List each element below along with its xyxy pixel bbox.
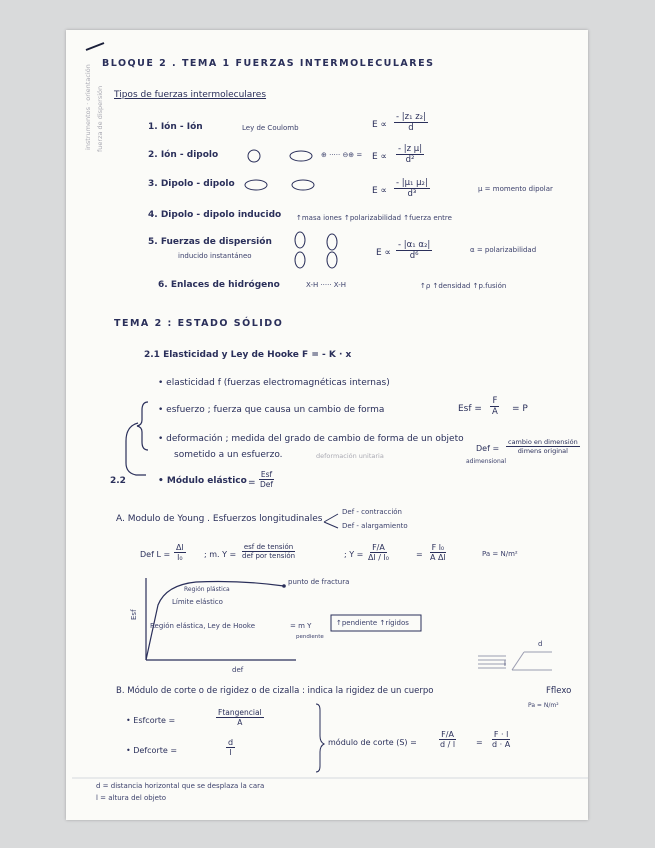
formula-equals: = [476, 738, 483, 747]
graph-ylabel: Esf [130, 609, 138, 620]
formula-prefix: • Defcorte = [126, 746, 178, 755]
section-title: TEMA 2 : ESTADO SÓLIDO [114, 318, 284, 329]
definition-line: • esfuerzo ; fuerza que causa un cambio de forma [158, 405, 385, 415]
force-type-note: Ley de Coulomb [242, 124, 299, 132]
definition-line: Fflexo [546, 686, 572, 696]
branch-label: Def - alargamiento [342, 522, 408, 530]
young-m-fraction [240, 543, 297, 560]
modulo-corte-fraction [438, 730, 457, 749]
frac-num: F/A [372, 543, 385, 552]
formula-prefix: ; m. Y = [204, 550, 237, 559]
definition-line: sometido a un esfuerzo. [174, 450, 283, 460]
side-note: instrumentos · orientación [84, 64, 92, 150]
dipole-ellipse [290, 151, 312, 161]
formula-note: α = polarizabilidad [470, 246, 537, 254]
formula-prefix: E ∝ [372, 186, 387, 196]
formula-prefix: Def = [476, 444, 500, 453]
graph-annotation: Límite elástico [172, 598, 223, 606]
faint-note: deformación unitaria [316, 452, 384, 460]
definition-line: • deformación ; medida del grado de cambio de forma de un objeto [158, 434, 464, 444]
frac-num: F/A [441, 730, 454, 739]
fracture-point [282, 584, 286, 588]
graph-xlabel: def [232, 666, 244, 674]
young-y-fraction [366, 543, 391, 562]
frac-den: d · A [492, 740, 511, 749]
formula-prefix: E ∝ [376, 248, 391, 258]
formula-prefix: Def L = [140, 550, 171, 559]
dipole-ellipse [245, 180, 267, 190]
dipole-ellipse [292, 180, 314, 190]
frac-den: dimens original [517, 447, 568, 455]
frac-num: cambio en dimensión [508, 438, 578, 446]
force-type-sub: inducido instantáneo [178, 252, 252, 260]
molecule-blob [327, 252, 337, 268]
graph-annotation: Región elástica, Ley de Hooke [150, 622, 256, 630]
formula-equals: = [416, 550, 423, 559]
branch-arrow [324, 514, 338, 528]
formula-note: ↑ρ ↑densidad ↑p.fusión [420, 282, 507, 290]
frac-num: - |μ₁ μ₂| [396, 178, 428, 188]
frac-den: d⁶ [409, 251, 419, 261]
frac-den: l₀ [177, 553, 183, 562]
molecule-blob [295, 252, 305, 268]
notebook-page [66, 30, 588, 820]
graph-annotation: punto de fractura [288, 578, 350, 586]
graph-annotation: Región plástica [184, 586, 230, 593]
graph-annotation: = m Y [290, 622, 312, 630]
definition-line: • elasticidad f (fuerzas electromagnéticas internas) [158, 378, 390, 388]
brace [137, 402, 148, 450]
frac-num: F · l [493, 730, 509, 739]
formula-prefix: E ∝ [372, 152, 387, 162]
units-note: Pa = N/m² [528, 702, 559, 709]
force-type-label: 2. Ión - dipolo [148, 150, 219, 160]
formula-prefix: módulo de corte (S) = [328, 738, 417, 747]
energy-fraction [394, 178, 430, 199]
force-type-label: 5. Fuerzas de dispersión [148, 237, 272, 247]
formula-prefix: = [248, 478, 256, 488]
young-def-fraction [174, 543, 186, 562]
frac-num: d [228, 738, 234, 747]
ink-drawings [66, 30, 588, 820]
young-y-fraction-2 [428, 543, 448, 562]
connector-arrow [126, 423, 146, 475]
formula-prefix: ; Y = [344, 550, 364, 559]
stress-strain-curve [146, 582, 284, 661]
esfuerzo-fraction [490, 396, 500, 417]
formula-prefix: Esf = [458, 404, 482, 414]
formula-prefix: E ∝ [372, 120, 387, 130]
def-fraction [506, 438, 580, 455]
definition-line: • Módulo elástico [158, 476, 247, 486]
esf-corte-fraction [216, 708, 264, 727]
subsection-number: 2.2 [110, 476, 126, 486]
frac-num: Esf [260, 470, 273, 479]
frac-den: d [408, 123, 414, 133]
formula-prefix: • Esfcorte = [126, 716, 176, 725]
frac-den: d / l [440, 740, 456, 749]
ion-circle [248, 150, 260, 162]
force-type-note: ⊕ ····· ⊖⊕ = [321, 151, 363, 159]
frac-num: Ftangencial [218, 708, 262, 717]
frac-den: d³ [407, 189, 417, 199]
graph-annotation: ↑pendiente ↑rígidos [336, 619, 409, 627]
formula-note: μ = momento dipolar [478, 185, 553, 193]
force-type-note: ↑masa iones ↑polarizabilidad ↑fuerza entre [296, 214, 452, 222]
footnote: l = altura del objeto [96, 794, 166, 802]
frac-num: Δl [176, 543, 184, 552]
frac-den: d² [405, 155, 415, 165]
energy-fraction [394, 112, 428, 133]
frac-num: - |α₁ α₂| [398, 240, 431, 250]
subsection-title: 2.1 Elasticidad y Ley de Hooke F = - K · x [144, 350, 352, 360]
graph-annotation: pendiente [296, 634, 324, 640]
molecule-blob [327, 234, 337, 250]
frac-den: A Δl [430, 553, 446, 562]
molecule-blob [295, 232, 305, 248]
page-title: BLOQUE 2 . TEMA 1 FUERZAS INTERMOLECULARES [102, 58, 435, 69]
side-note: fuerza de dispersión [96, 85, 104, 152]
energy-fraction [396, 240, 432, 261]
frac-den: Def [260, 480, 274, 489]
footnote: d = distancia horizontal que se desplaza la cara [96, 782, 265, 790]
shear-figure [478, 652, 552, 670]
frac-den: def por tensión [242, 552, 296, 560]
frac-den: A [237, 718, 243, 727]
pen-stroke [86, 43, 104, 50]
formula-suffix: = P [512, 404, 528, 414]
force-type-note: X-H ····· X-H [306, 281, 347, 289]
definition-line: A. Modulo de Young . Esfuerzos longitudinales [116, 514, 323, 524]
figure-label: l [504, 660, 506, 668]
frac-num: F l₀ [431, 543, 445, 552]
definition-line: B. Módulo de corte o de rigidez o de cizalla : indica la rigidez de un cuerpo [116, 686, 434, 696]
section-title: Tipos de fuerzas intermoleculares [114, 90, 267, 100]
force-type-label: 1. Ión - Ión [148, 122, 203, 132]
frac-num: F [492, 396, 498, 406]
modulo-fraction [258, 470, 275, 489]
frac-num: esf de tensión [243, 543, 294, 551]
corte-brace [316, 704, 324, 772]
frac-den: l [229, 748, 232, 757]
frac-num: - |z₁ z₂| [396, 112, 426, 122]
formula-note: adimensional [466, 458, 507, 465]
energy-fraction [396, 144, 424, 165]
force-type-label: 6. Enlaces de hidrógeno [158, 280, 280, 290]
frac-den: A [492, 407, 498, 417]
branch-label: Def - contracción [342, 508, 402, 516]
def-corte-fraction [226, 738, 235, 757]
force-type-label: 3. Dipolo - dipolo [148, 179, 235, 189]
units-note: Pa = N/m² [482, 550, 518, 558]
modulo-corte-fraction-2 [490, 730, 512, 749]
frac-den: Δl / l₀ [368, 553, 389, 562]
force-type-label: 4. Dipolo - dipolo inducido [148, 210, 282, 220]
figure-label: d [538, 640, 543, 648]
frac-num: - |z μ| [398, 144, 423, 154]
